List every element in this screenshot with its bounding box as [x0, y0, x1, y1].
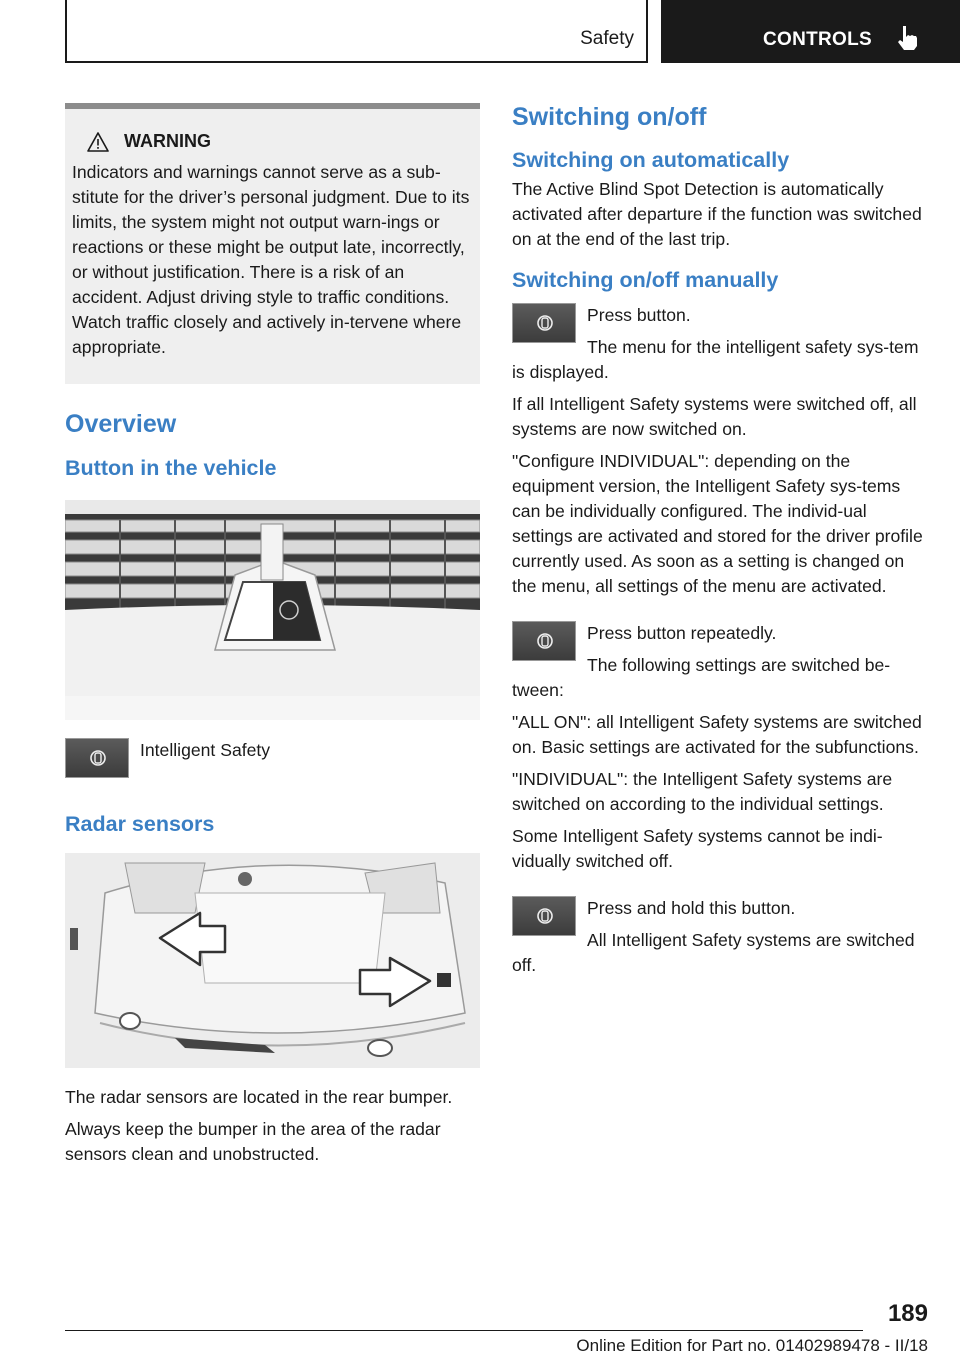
intelligent-safety-button-icon [512, 896, 576, 936]
dashboard-vent-drawing [65, 500, 480, 720]
intelligent-safety-button-icon [512, 303, 576, 343]
warning-text: Indicators and warnings cannot serve as a sub-stitute for the driver’s personal judgment. Due to its limits, the system might not output warn-ings or reactions or these might be output late, incorrectly, or without justification. There is a risk of an accident. Adjust driving style to traffic conditions. Watch traffic closely and actively in-tervene where appropriate. [72, 162, 470, 357]
left-column [65, 103, 480, 1167]
radar-sensor-illustration [65, 853, 480, 1068]
overview-heading: Overview [65, 410, 177, 438]
page-number: 189 [887, 1300, 928, 1327]
warning-box [65, 103, 480, 384]
warning-triangle-icon [87, 132, 109, 152]
all-on-paragraph: "ALL ON": all Intelligent Safety systems are switched on. Basic settings are activated for the subfunctions. [512, 712, 922, 757]
section-title: Safety [580, 28, 634, 49]
individual-paragraph: "INDIVIDUAL": the Intelligent Safety systems are switched on according to the individual settings. [512, 769, 893, 814]
manual-heading: Switching on/off manually [512, 268, 779, 292]
button-heading: Button in the vehicle [65, 456, 277, 480]
car-rear-drawing [65, 853, 480, 1068]
right-column [512, 103, 928, 978]
header-frame [65, 0, 648, 63]
hand-pointer-icon [895, 24, 921, 52]
intelligent-safety-button-icon [65, 738, 129, 778]
switching-heading: Switching on/off [512, 103, 707, 131]
footer-divider [65, 1330, 863, 1331]
vehicle-button-illustration [65, 500, 480, 720]
chapter-title: CONTROLS [763, 29, 873, 50]
some-systems-paragraph: Some Intelligent Safety systems cannot be indi-vidually switched off. [512, 826, 883, 871]
step1-line1: Press button. [587, 305, 691, 325]
radar-heading: Radar sensors [65, 812, 215, 836]
chapter-tab [661, 0, 960, 63]
auto-text: The Active Blind Spot Detection is automatically activated after departure if the function was switched on at the end of the last trip. [512, 179, 922, 249]
configure-paragraph: "Configure INDIVIDUAL": depending on the equipment version, the Intelligent Safety sys-tems can be individually configured. The individ-ual settings are activated and stored for the driver profile currently used. As soon as a setting is changed on the menu, all settings of the menu are activated. [512, 451, 923, 596]
step3-line1: Press and hold this button. [587, 898, 796, 918]
step-press-button [512, 303, 928, 385]
warning-title [72, 131, 473, 152]
auto-heading: Switching on automatically [512, 148, 790, 172]
step3-line2: All Intelligent Safety systems are switched off. [512, 930, 915, 975]
radar-paragraph-1: The radar sensors are located in the rear bumper. [65, 1087, 453, 1107]
step2-line2: The following settings are switched be-tween: [512, 655, 891, 700]
step-press-repeatedly [512, 621, 928, 703]
intelligent-safety-button-icon [512, 621, 576, 661]
step2-line1: Press button repeatedly. [587, 623, 777, 643]
warning-title-text: WARNING [124, 131, 211, 151]
radar-paragraph-2: Always keep the bumper in the area of the radar sensors clean and unobstructed. [65, 1119, 441, 1164]
button-caption: Intelligent Safety [140, 740, 271, 760]
intelligent-safety-button-row [65, 738, 480, 780]
step1-line2: The menu for the intelligent safety sys-tem is displayed. [512, 337, 919, 382]
step-press-and-hold [512, 896, 928, 978]
all-off-paragraph: If all Intelligent Safety systems were switched off, all systems are now switched on. [512, 394, 917, 439]
edition-footer: Online Edition for Part no. 01402989478 - II/18 [576, 1336, 928, 1355]
